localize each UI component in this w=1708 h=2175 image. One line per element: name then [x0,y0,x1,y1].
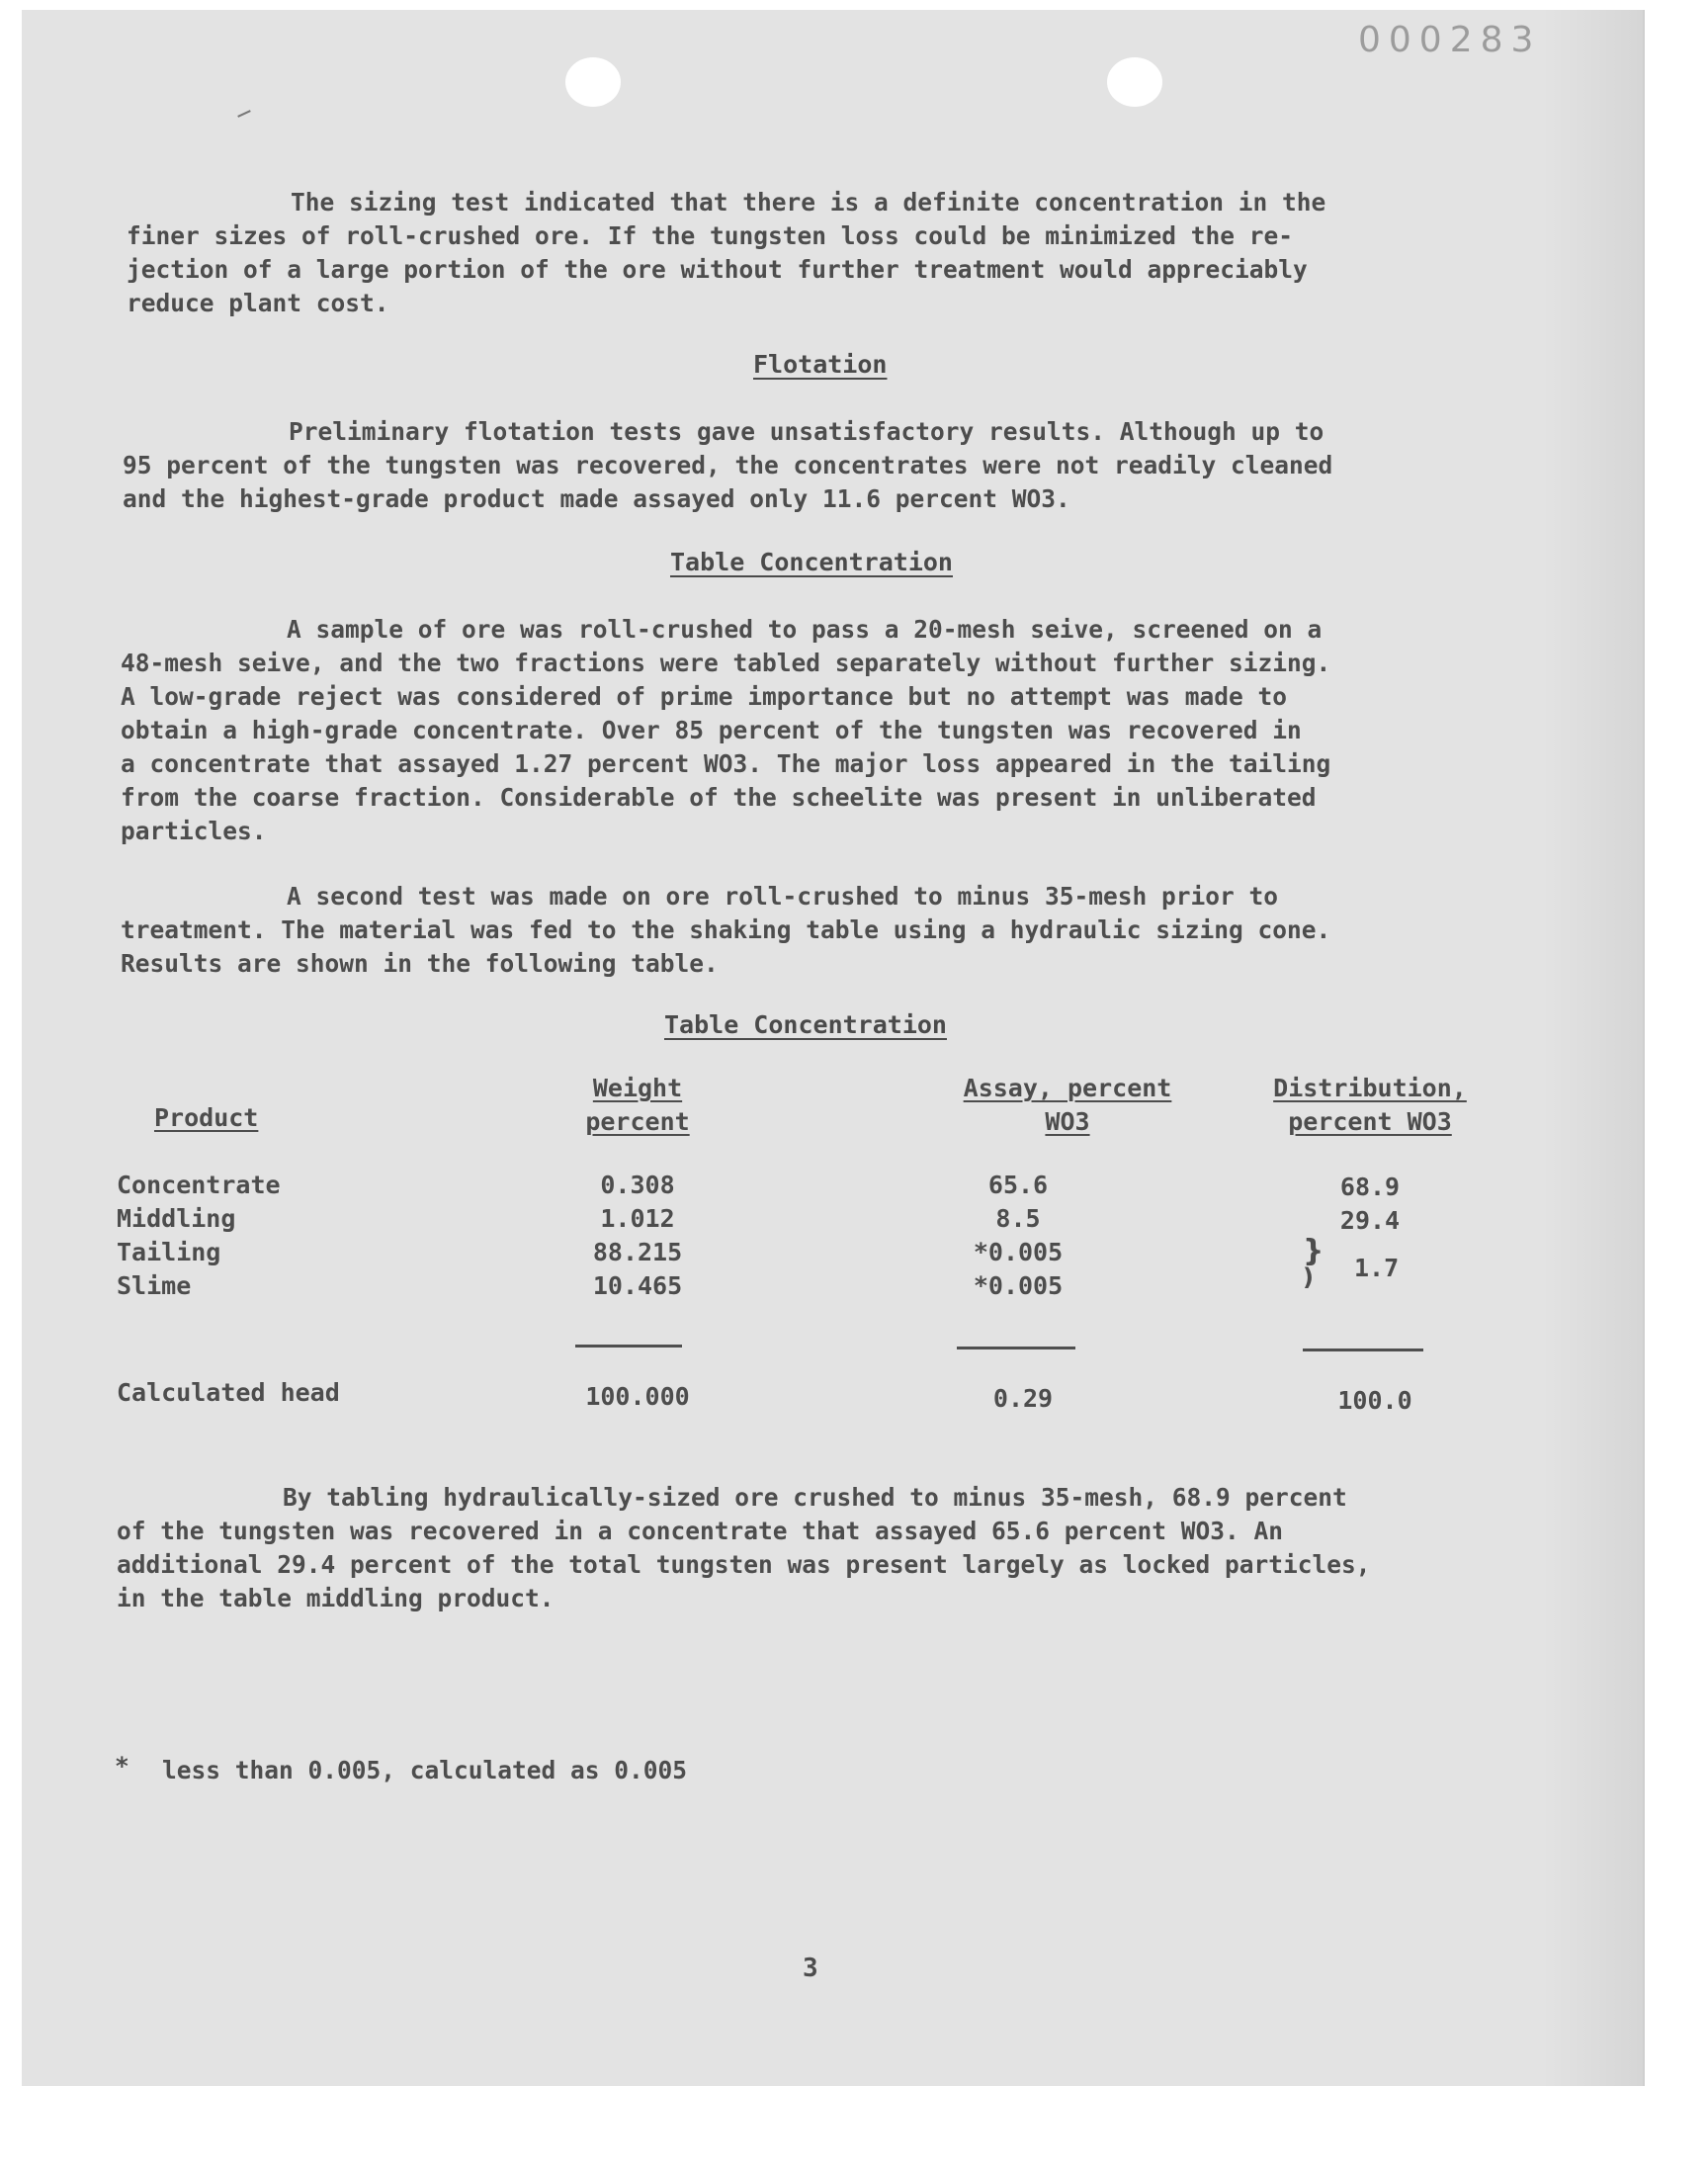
header-line: WO3 [1045,1107,1090,1136]
table-cell-distribution: 29.4 [1339,1206,1401,1235]
table-cell-weight: 10.465 [592,1271,683,1300]
flotation-line: and the highest-grade product made assayed only 11.6 percent WO3. [123,484,1070,513]
paragraph-line: treatment. The material was fed to the shaking table using a hydraulic sizing cone. [121,915,1331,944]
table-concentration-paragraph-2 [121,880,1544,981]
paragraph-line: 48-mesh seive, and the two fractions were tabled separately without further sizing. [121,649,1331,677]
table-row-product: Concentrate [117,1171,281,1199]
flotation-paragraph [123,415,1526,516]
intro-paragraph [127,186,1510,320]
total-rule-distribution [1303,1348,1423,1351]
table-cell-weight: 88.215 [592,1238,683,1266]
page-number: 3 [803,1954,818,1983]
column-header-weight [554,1072,722,1139]
header-line: Assay, percent [963,1074,1172,1102]
table-title: Table Concentration [664,1010,947,1039]
table-row-product: Slime [117,1271,192,1300]
table-cell-assay: 8.5 [995,1204,1041,1233]
flotation-line: Preliminary flotation tests gave unsatisfactory results. Although up to [289,417,1324,446]
paragraph-line: from the coarse fraction. Considerable of the scheelite was present in unliberated [121,783,1317,812]
punch-hole-left [565,57,621,107]
table-cell-distribution: 68.9 [1339,1173,1401,1201]
intro-line: The sizing test indicated that there is a definite concentration in the [291,188,1326,217]
conclusion-line: of the tungsten was recovered in a concentrate that assayed 65.6 percent WO3. An [117,1517,1284,1545]
total-cell-assay: 0.29 [992,1384,1054,1413]
total-rule-weight [575,1345,682,1348]
table-concentration-paragraph-1 [121,613,1544,848]
intro-line: finer sizes of roll-crushed ore. If the tungsten loss could be minimized the re- [127,221,1294,250]
conclusion-line: additional 29.4 percent of the total tungsten was present largely as locked particles, [117,1550,1371,1579]
brace-mark: } [1303,1234,1324,1268]
conclusion-line: By tabling hydraulically-sized ore crushed to minus 35-mesh, 68.9 percent [283,1483,1347,1512]
paragraph-line: particles. [121,817,267,845]
paragraph-line: Results are shown in the following table. [121,949,719,978]
table-cell-assay: 65.6 [987,1171,1049,1199]
table-cell-weight: 0.308 [600,1171,675,1199]
paragraph-line: A low-grade reject was considered of prime importance but no attempt was made to [121,682,1288,711]
paragraph-line: A second test was made on ore roll-crushed to minus 35-mesh prior to [287,882,1279,911]
flotation-heading: Flotation [753,350,888,379]
punch-hole-right [1107,57,1162,107]
column-header-product: Product [154,1103,259,1132]
header-line: Distribution, [1273,1074,1467,1102]
table-concentration-heading: Table Concentration [670,548,953,576]
intro-line: reduce plant cost. [127,289,389,317]
paragraph-line: obtain a high-grade concentrate. Over 85 percent of the tungsten was recovered in [121,716,1302,744]
table-cell-weight: 1.012 [600,1204,675,1233]
total-cell-distribution: 100.0 [1337,1386,1412,1415]
column-header-distribution [1241,1072,1498,1139]
total-rule-assay [957,1347,1075,1349]
table-cell-distribution-combined: 1.7 [1354,1254,1400,1282]
column-header-assay [890,1072,1245,1139]
conclusion-paragraph [117,1481,1550,1615]
page-shadow [1542,10,1643,2086]
footnote-text: less than 0.005, calculated as 0.005 [162,1756,688,1784]
conclusion-line: in the table middling product. [117,1584,555,1612]
header-line: percent WO3 [1288,1107,1452,1136]
page-stamp-number: 000283 [1358,20,1542,60]
table-row-product: Tailing [117,1238,221,1266]
intro-line: jection of a large portion of the ore without further treatment would appreciably [127,255,1308,284]
table-cell-assay: *0.005 [973,1271,1064,1300]
paragraph-line: A sample of ore was roll-crushed to pass a 20-mesh seive, screened on a [287,615,1323,644]
total-cell-weight: 100.000 [585,1382,690,1411]
brace-mark: ) [1303,1263,1314,1291]
flotation-line: 95 percent of the tungsten was recovered, the concentrates were not readily cleaned [123,451,1333,479]
table-row-product: Middling [117,1204,236,1233]
total-row-label: Calculated head [117,1378,340,1407]
header-line: Weight [592,1074,683,1102]
header-line: percent [585,1107,690,1136]
paragraph-line: a concentrate that assayed 1.27 percent WO3. The major loss appeared in the tailing [121,749,1331,778]
table-cell-assay: *0.005 [973,1238,1064,1266]
footnote-mark: * [115,1752,129,1781]
